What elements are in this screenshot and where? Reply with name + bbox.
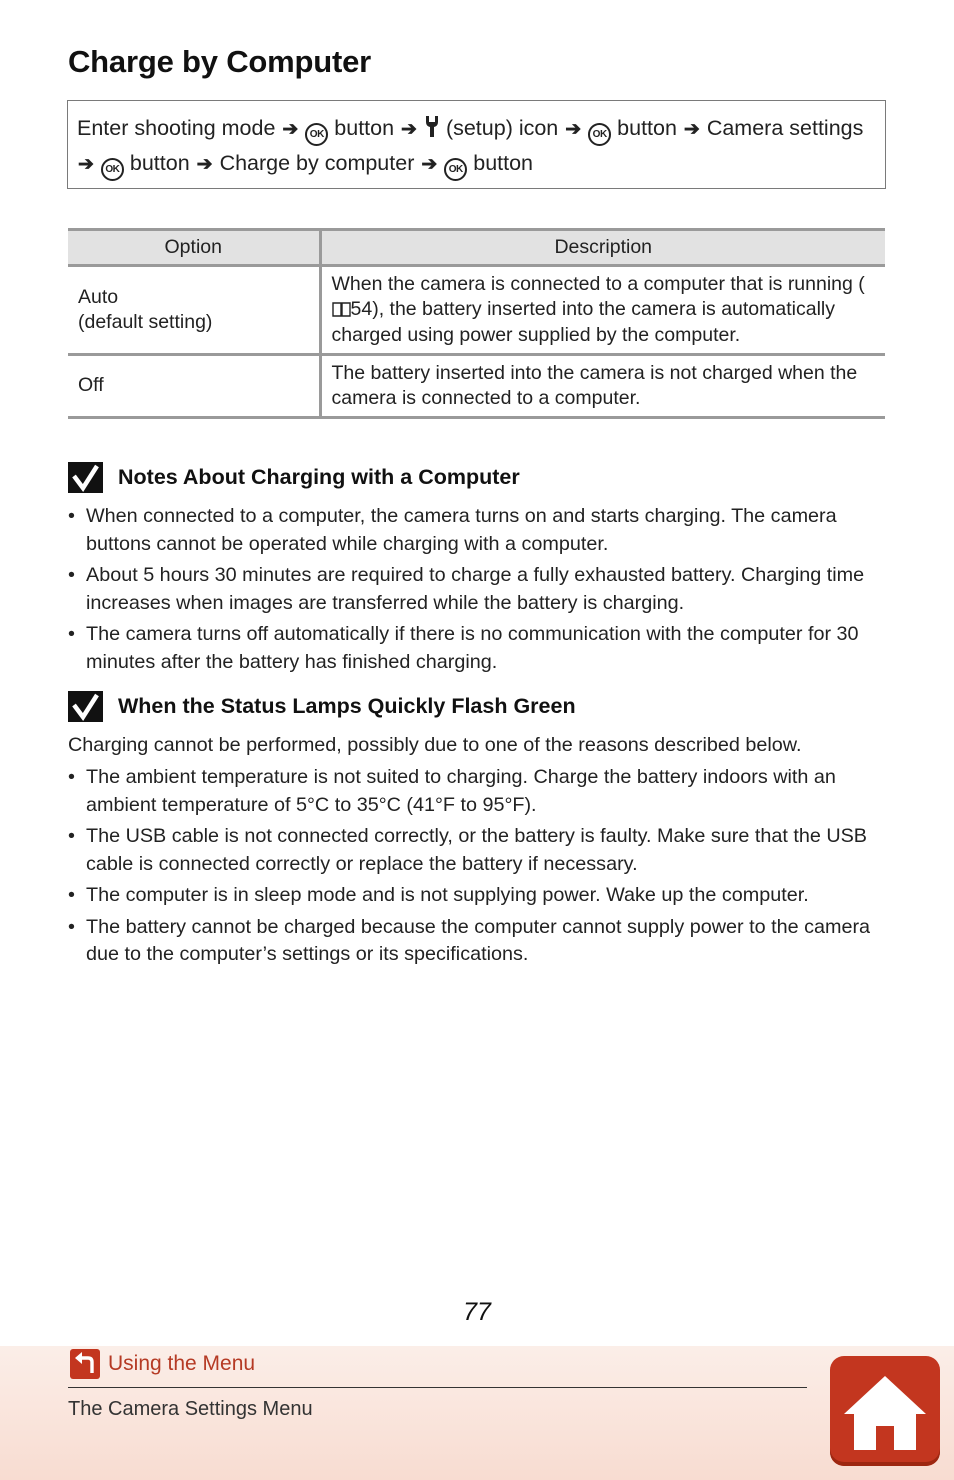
- arrow-icon: ➔: [421, 154, 438, 175]
- arrow-icon: ➔: [565, 119, 582, 140]
- list-item: [68, 621, 888, 676]
- header-option: Option: [68, 230, 320, 266]
- home-icon: [840, 1370, 930, 1454]
- bullet-dot: •: [68, 623, 75, 645]
- nav-camera-settings: Camera settings: [706, 116, 864, 140]
- ok-button-icon: OK: [305, 123, 328, 146]
- options-table: [68, 228, 885, 419]
- list-item-text: The battery cannot be charged because the computer cannot supply power to the camera due to the computer’s settings or its specifications.: [86, 915, 871, 965]
- description-cell: [320, 266, 885, 355]
- bullet-dot: •: [68, 825, 75, 847]
- ok-button-icon: OK: [444, 158, 467, 181]
- list-item: [68, 882, 888, 910]
- list-item: [68, 914, 888, 969]
- table-row: [68, 355, 885, 418]
- footer-section-label[interactable]: Using the Menu: [108, 1352, 256, 1375]
- menu-navigation-path: [67, 100, 886, 189]
- nav-step-shooting-mode: Enter shooting mode: [77, 116, 276, 140]
- ok-button-icon: OK: [101, 158, 124, 181]
- nav-charge-by-computer: Charge by computer: [219, 151, 415, 175]
- arrow-icon: ➔: [78, 154, 94, 175]
- nav-button-word: button: [129, 151, 190, 175]
- bullet-dot: •: [68, 766, 75, 788]
- page-number: 77: [463, 1298, 491, 1326]
- table-row: [68, 266, 885, 355]
- description-text: When the camera is connected to a computer that is running (: [331, 272, 865, 295]
- option-name: Off: [78, 374, 104, 397]
- footer-subsection-label: The Camera Settings Menu: [68, 1398, 313, 1420]
- check-note-icon: [68, 691, 103, 722]
- bullet-dot: •: [68, 505, 75, 527]
- page-footer: [0, 1346, 954, 1480]
- list-item-text: The ambient temperature is not suited to charging. Charge the battery indoors with an ambient temperature of 5°C to 35°C (41°F to 95°F).: [86, 766, 836, 816]
- arrow-icon: ➔: [683, 119, 700, 140]
- list-item: [68, 764, 888, 819]
- header-description: Description: [320, 230, 885, 266]
- option-cell: [68, 355, 320, 418]
- arrow-icon: ➔: [282, 119, 299, 140]
- list-item-text: When connected to a computer, the camera turns on and starts charging. The camera buttons cannot be operated while charging with a computer.: [86, 505, 837, 555]
- page-reference: 54: [350, 298, 373, 321]
- bullet-dot: •: [68, 915, 75, 938]
- back-arrow-icon: [70, 1349, 100, 1379]
- list-item: [68, 562, 888, 617]
- option-cell: [68, 266, 320, 355]
- status-lamps-intro: Charging cannot be performed, possibly due to one of the reasons described below.: [68, 734, 802, 756]
- option-default-note: (default setting): [78, 311, 213, 333]
- nav-button-word: button: [334, 116, 395, 140]
- nav-button-word: button: [473, 151, 534, 175]
- status-lamps-title: When the Status Lamps Quickly Flash Green: [118, 694, 576, 718]
- footer-divider: [68, 1387, 807, 1388]
- description-text: ), the battery inserted into the camera is automatically charged using power supplied by the computer.: [331, 298, 836, 346]
- notes-charging-title: Notes About Charging with a Computer: [118, 465, 520, 489]
- nav-setup-icon-label: (setup) icon: [445, 116, 559, 140]
- list-item-text: The computer is in sleep mode and is not supplying power. Wake up the computer.: [86, 884, 809, 906]
- bullet-dot: •: [68, 564, 75, 586]
- list-item-text: About 5 hours 30 minutes are required to charge a fully exhausted battery. Charging time increases when images are transferred while the battery is charging.: [86, 564, 865, 614]
- arrow-icon: ➔: [401, 119, 417, 140]
- nav-button-word: button: [617, 116, 677, 140]
- option-name: Auto: [78, 285, 119, 308]
- list-item: [68, 503, 888, 558]
- list-item-text: The USB cable is not connected correctly, or the battery is faulty. Make sure that the USB cable is connected correctly or replace the battery if necessary.: [86, 825, 867, 875]
- list-item-text: The camera turns off automatically if there is no communication with the computer for 30 minutes after the battery has finished charging.: [86, 623, 859, 673]
- footer-section-link[interactable]: [70, 1349, 255, 1379]
- ok-button-icon: OK: [588, 123, 611, 146]
- description-cell: The battery inserted into the camera is not charged when the camera is connected to a computer.: [320, 355, 885, 418]
- page-title: Charge by Computer: [68, 44, 371, 79]
- status-lamps-heading: [68, 691, 576, 722]
- table-header-row: [68, 230, 885, 266]
- status-lamps-list: [68, 764, 888, 973]
- check-note-icon: [68, 462, 103, 493]
- home-button[interactable]: [830, 1356, 940, 1466]
- book-reference-icon: [332, 299, 351, 315]
- arrow-icon: ➔: [196, 154, 213, 175]
- notes-charging-list: [68, 503, 888, 680]
- bullet-dot: •: [68, 884, 75, 906]
- wrench-icon: [424, 114, 440, 147]
- notes-charging-heading: [68, 462, 520, 493]
- list-item: [68, 823, 888, 878]
